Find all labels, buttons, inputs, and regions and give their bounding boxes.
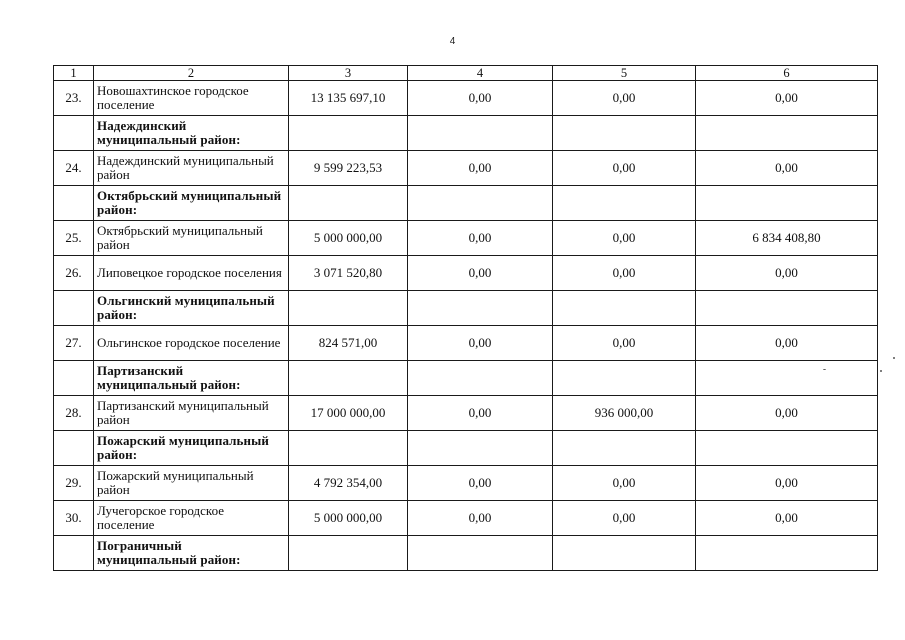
column-3-cell: 5 000 000,00 xyxy=(289,501,408,536)
section-row xyxy=(54,431,878,466)
column-4-cell xyxy=(408,291,553,326)
column-6-cell xyxy=(696,116,878,151)
section-row xyxy=(54,361,878,396)
row-number-cell xyxy=(54,431,94,466)
column-header: 5 xyxy=(553,66,696,81)
column-header: 4 xyxy=(408,66,553,81)
column-5-cell: 0,00 xyxy=(553,81,696,116)
column-6-cell: 0,00 xyxy=(696,396,878,431)
column-3-cell: 824 571,00 xyxy=(289,326,408,361)
column-5-cell xyxy=(553,291,696,326)
table-body xyxy=(54,66,878,571)
table-row xyxy=(54,396,878,431)
table-header-row xyxy=(54,66,878,81)
table-row xyxy=(54,256,878,291)
column-4-cell: 0,00 xyxy=(408,396,553,431)
column-5-cell: 0,00 xyxy=(553,256,696,291)
row-number-cell: 24. xyxy=(54,151,94,186)
column-4-cell: 0,00 xyxy=(408,326,553,361)
column-5-cell: 936 000,00 xyxy=(553,396,696,431)
column-4-cell: 0,00 xyxy=(408,256,553,291)
column-3-cell xyxy=(289,291,408,326)
section-row xyxy=(54,186,878,221)
row-number-cell: 25. xyxy=(54,221,94,256)
table-row xyxy=(54,466,878,501)
column-4-cell xyxy=(408,186,553,221)
section-row xyxy=(54,291,878,326)
column-header: 6 xyxy=(696,66,878,81)
table-row xyxy=(54,501,878,536)
column-6-cell xyxy=(696,186,878,221)
column-6-cell: 0,00 xyxy=(696,466,878,501)
column-4-cell xyxy=(408,536,553,571)
column-6-cell: 0,00 xyxy=(696,256,878,291)
column-5-cell xyxy=(553,361,696,396)
column-4-cell: 0,00 xyxy=(408,466,553,501)
scan-artifact xyxy=(823,369,826,370)
column-3-cell: 5 000 000,00 xyxy=(289,221,408,256)
row-number-cell: 30. xyxy=(54,501,94,536)
name-cell: Лучегорское городское поселение xyxy=(94,501,289,536)
column-6-cell: 0,00 xyxy=(696,151,878,186)
column-3-cell: 3 071 520,80 xyxy=(289,256,408,291)
row-number-cell xyxy=(54,536,94,571)
column-4-cell: 0,00 xyxy=(408,81,553,116)
row-number-cell: 28. xyxy=(54,396,94,431)
table-row xyxy=(54,326,878,361)
column-6-cell: 0,00 xyxy=(696,326,878,361)
column-3-cell: 17 000 000,00 xyxy=(289,396,408,431)
column-3-cell xyxy=(289,431,408,466)
column-header: 1 xyxy=(54,66,94,81)
column-4-cell xyxy=(408,116,553,151)
row-number-cell: 23. xyxy=(54,81,94,116)
row-number-cell: 27. xyxy=(54,326,94,361)
table-row xyxy=(54,81,878,116)
name-cell: Новошахтинское городское поселение xyxy=(94,81,289,116)
column-6-cell xyxy=(696,291,878,326)
row-number-cell: 29. xyxy=(54,466,94,501)
column-5-cell: 0,00 xyxy=(553,466,696,501)
column-5-cell xyxy=(553,116,696,151)
scan-artifact xyxy=(880,370,882,372)
table-row xyxy=(54,151,878,186)
row-number-cell xyxy=(54,291,94,326)
column-6-cell xyxy=(696,536,878,571)
column-5-cell: 0,00 xyxy=(553,326,696,361)
name-cell: Надеждинский муниципальный район: xyxy=(94,116,289,151)
name-cell: Октябрьский муниципальный район xyxy=(94,221,289,256)
column-6-cell: 0,00 xyxy=(696,81,878,116)
name-cell: Ольгинский муниципальный район: xyxy=(94,291,289,326)
column-3-cell xyxy=(289,116,408,151)
column-3-cell xyxy=(289,536,408,571)
column-3-cell: 9 599 223,53 xyxy=(289,151,408,186)
page-number: 4 xyxy=(449,36,456,47)
column-header: 2 xyxy=(94,66,289,81)
column-5-cell xyxy=(553,536,696,571)
row-number-cell xyxy=(54,116,94,151)
name-cell: Пожарский муниципальный район xyxy=(94,466,289,501)
column-3-cell xyxy=(289,186,408,221)
column-4-cell xyxy=(408,361,553,396)
scan-artifact xyxy=(893,357,895,359)
column-3-cell: 13 135 697,10 xyxy=(289,81,408,116)
column-5-cell: 0,00 xyxy=(553,221,696,256)
column-4-cell xyxy=(408,431,553,466)
column-3-cell: 4 792 354,00 xyxy=(289,466,408,501)
column-6-cell: 0,00 xyxy=(696,501,878,536)
column-6-cell: 6 834 408,80 xyxy=(696,221,878,256)
name-cell: Ольгинское городское поселение xyxy=(94,326,289,361)
column-4-cell: 0,00 xyxy=(408,151,553,186)
section-row xyxy=(54,116,878,151)
name-cell: Октябрьский муниципальный район: xyxy=(94,186,289,221)
name-cell: Надеждинский муниципальный район xyxy=(94,151,289,186)
column-header: 3 xyxy=(289,66,408,81)
column-5-cell: 0,00 xyxy=(553,151,696,186)
row-number-cell xyxy=(54,186,94,221)
column-6-cell xyxy=(696,361,878,396)
name-cell: Липовецкое городское поселения xyxy=(94,256,289,291)
row-number-cell: 26. xyxy=(54,256,94,291)
section-row xyxy=(54,536,878,571)
name-cell: Партизанский муниципальный район: xyxy=(94,361,289,396)
column-5-cell xyxy=(553,431,696,466)
column-5-cell xyxy=(553,186,696,221)
column-4-cell: 0,00 xyxy=(408,221,553,256)
column-3-cell xyxy=(289,361,408,396)
column-5-cell: 0,00 xyxy=(553,501,696,536)
name-cell: Партизанский муниципальный район xyxy=(94,396,289,431)
budget-table xyxy=(53,65,878,571)
name-cell: Пожарский муниципальный район: xyxy=(94,431,289,466)
column-6-cell xyxy=(696,431,878,466)
row-number-cell xyxy=(54,361,94,396)
table-row xyxy=(54,221,878,256)
name-cell: Пограничный муниципальный район: xyxy=(94,536,289,571)
column-4-cell: 0,00 xyxy=(408,501,553,536)
